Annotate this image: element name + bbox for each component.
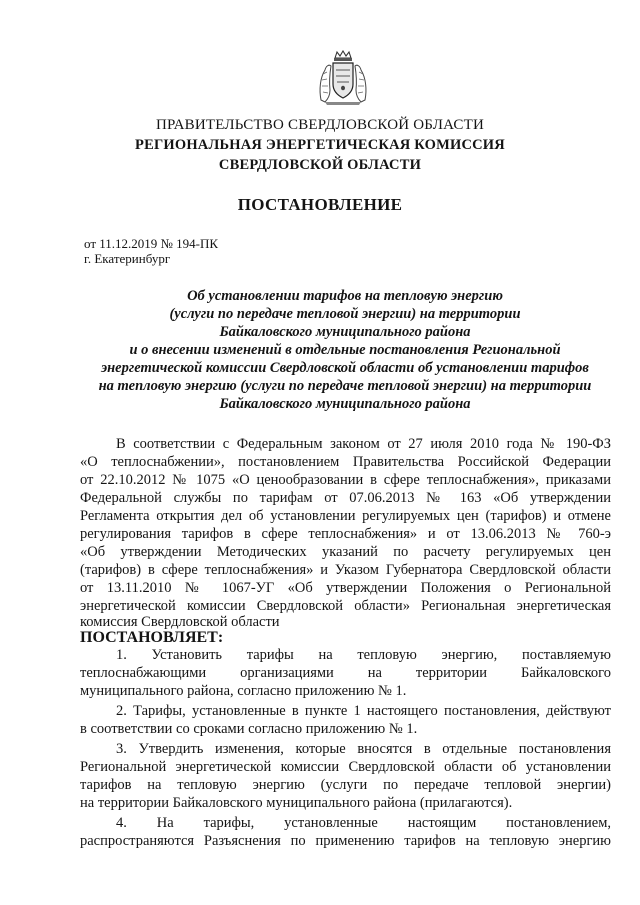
item-3-line: тарифов на тепловую энергию (услуги по передаче тепловой энергии) bbox=[80, 777, 611, 793]
document-date-number: от 11.12.2019 № 194-ПК bbox=[84, 236, 219, 251]
commission-name-line-2: СВЕРДЛОВСКОЙ ОБЛАСТИ bbox=[218, 157, 422, 173]
preamble-line: «Об утверждении Методических указаний по расчету регулируемых цен bbox=[80, 544, 611, 560]
item-2-line: 2. Тарифы, установленные в пункте 1 настоящего постановления, действуют bbox=[116, 703, 611, 719]
government-name: ПРАВИТЕЛЬСТВО СВЕРДЛОВСКОЙ ОБЛАСТИ bbox=[155, 117, 485, 133]
item-3-line: 3. Утвердить изменения, которые вносятся в отдельные постановления bbox=[116, 741, 611, 757]
preamble-line: В соответствии с Федеральным законом от 27 июля 2010 года № 190-ФЗ bbox=[116, 436, 611, 452]
preamble-line: от 22.10.2012 № 1075 «О ценообразовании в сфере теплоснабжения», приказами bbox=[80, 472, 611, 488]
subject-line: и о внесении изменений в отдельные постановления Региональной bbox=[129, 342, 561, 358]
subject-line: Об установлении тарифов на тепловую энергию bbox=[187, 288, 503, 304]
subject-line: на тепловую энергию (услуги по передаче тепловой энергии) на территории bbox=[98, 378, 592, 394]
item-3-line: на территории Байкаловского муниципального района (прилагаются). bbox=[80, 795, 513, 811]
preamble-line: регулирования тарифов в сфере теплоснабжения» и от 13.06.2013 № 760-э bbox=[80, 526, 611, 542]
subject-line: Байкаловского муниципального района bbox=[219, 396, 471, 412]
item-2-line: в соответствии со сроками согласно приложению № 1. bbox=[80, 721, 418, 737]
item-1-line: 1. Установить тарифы на тепловую энергию, поставляемую bbox=[116, 647, 611, 663]
item-1-line: муниципального района, согласно приложению № 1. bbox=[80, 683, 407, 699]
commission-name-line-1: РЕГИОНАЛЬНАЯ ЭНЕРГЕТИЧЕСКАЯ КОМИССИЯ bbox=[135, 137, 505, 153]
item-3-line: Региональной энергетической комиссии Свердловской области об установлении bbox=[80, 759, 611, 775]
document-type-title: ПОСТАНОВЛЕНИЕ bbox=[237, 195, 403, 214]
preamble-line: Федеральной службы по тарифам от 07.06.2013 № 163 «Об утверждении bbox=[80, 490, 611, 506]
subject-line: (услуги по передаче тепловой энергии) на территории bbox=[169, 306, 521, 322]
item-1-line: теплоснабжающими организациями на территории Байкаловского bbox=[80, 665, 611, 681]
item-4-line: распространяются Разъяснения по применению тарифов на тепловую энергию bbox=[80, 833, 611, 849]
preamble-line: энергетической комиссии Свердловской области» Региональная энергетическая bbox=[80, 598, 611, 614]
preamble-line: Регламента открытия дел об установлении регулируемых цен (тарифов) и отмене bbox=[80, 508, 611, 524]
resolves-heading: ПОСТАНОВЛЯЕТ: bbox=[80, 629, 224, 646]
preamble-line: от 13.11.2010 № 1067-УГ «Об утверждении Положения о Региональной bbox=[80, 580, 611, 596]
subject-line: энергетической комиссии Свердловской области об установлении тарифов bbox=[101, 360, 589, 376]
coat-of-arms-icon bbox=[317, 50, 369, 106]
preamble-line: «О теплоснабжении», постановлением Правительства Российской Федерации bbox=[80, 454, 611, 470]
preamble-line: (тарифов) в сфере теплоснабжения» и Указом Губернатора Свердловской области bbox=[80, 562, 611, 578]
subject-line: Байкаловского муниципального района bbox=[219, 324, 471, 340]
item-4-line: 4. На тарифы, установленные настоящим постановлением, bbox=[116, 815, 611, 831]
document-city: г. Екатеринбург bbox=[84, 251, 171, 266]
preamble-line: комиссия Свердловской области bbox=[80, 614, 280, 630]
